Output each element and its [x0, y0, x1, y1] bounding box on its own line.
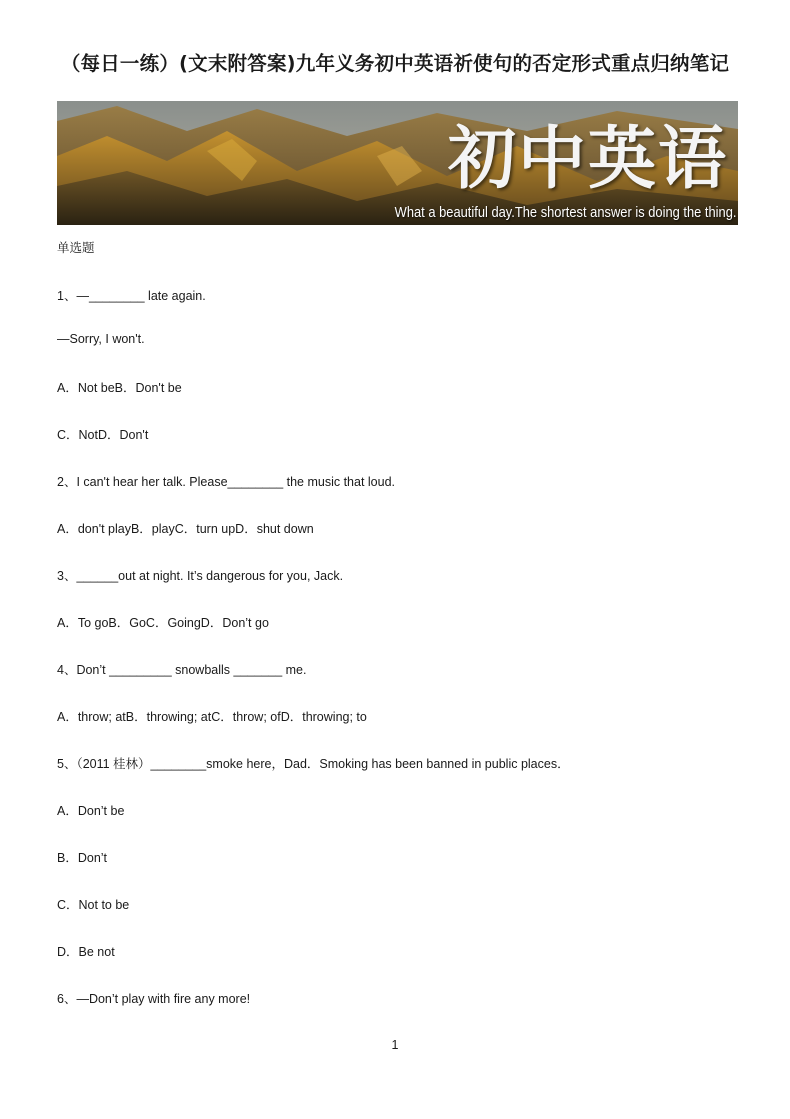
question-4: 4、Don’t _________ snowballs _______ me. [57, 663, 307, 677]
question-2-options: A．don't playB．playC．turn upD．shut down [57, 522, 314, 536]
question-5-option-c: C．Not to be [57, 898, 130, 912]
page-number: 1 [391, 1038, 399, 1052]
question-4-options: A．throw; atB．throwing; atC．throw; ofD．throwing; to [57, 710, 367, 724]
question-5: 5、（2011 桂林）________smoke here，Dad．Smoking has been banned in public places． [57, 757, 570, 771]
banner-image [57, 101, 738, 225]
question-1: 1、—________ late again. [57, 289, 206, 303]
question-5-option-b: B．Don’t [57, 851, 108, 865]
document-title: （每日一练）(文末附答案)九年义务初中英语祈使句的否定形式重点归纳笔记 [60, 52, 730, 75]
question-1-response: —Sorry, I won't. [57, 332, 145, 346]
question-5-option-d: D．Be not [57, 945, 115, 959]
question-3: 3、______out at night. It’s dangerous for you, Jack. [57, 569, 344, 583]
question-5-option-a: A．Don’t be [57, 804, 125, 818]
question-6: 6、—Don’t play with fire any more! [57, 992, 251, 1006]
question-1-options-ab: A．Not beB．Don't be [57, 381, 182, 395]
banner-slogan: What a beautiful day.The shortest answer is doing the thing. [394, 204, 736, 221]
section-label: 单选题 [57, 241, 95, 255]
banner-heading: 初中英语 [447, 119, 728, 199]
question-3-options: A．To goB．GoC．GoingD．Don’t go [57, 616, 269, 630]
question-2: 2、I can't hear her talk. Please________ the music that loud. [57, 475, 396, 489]
question-1-options-cd: C．NotD．Don't [57, 428, 149, 442]
